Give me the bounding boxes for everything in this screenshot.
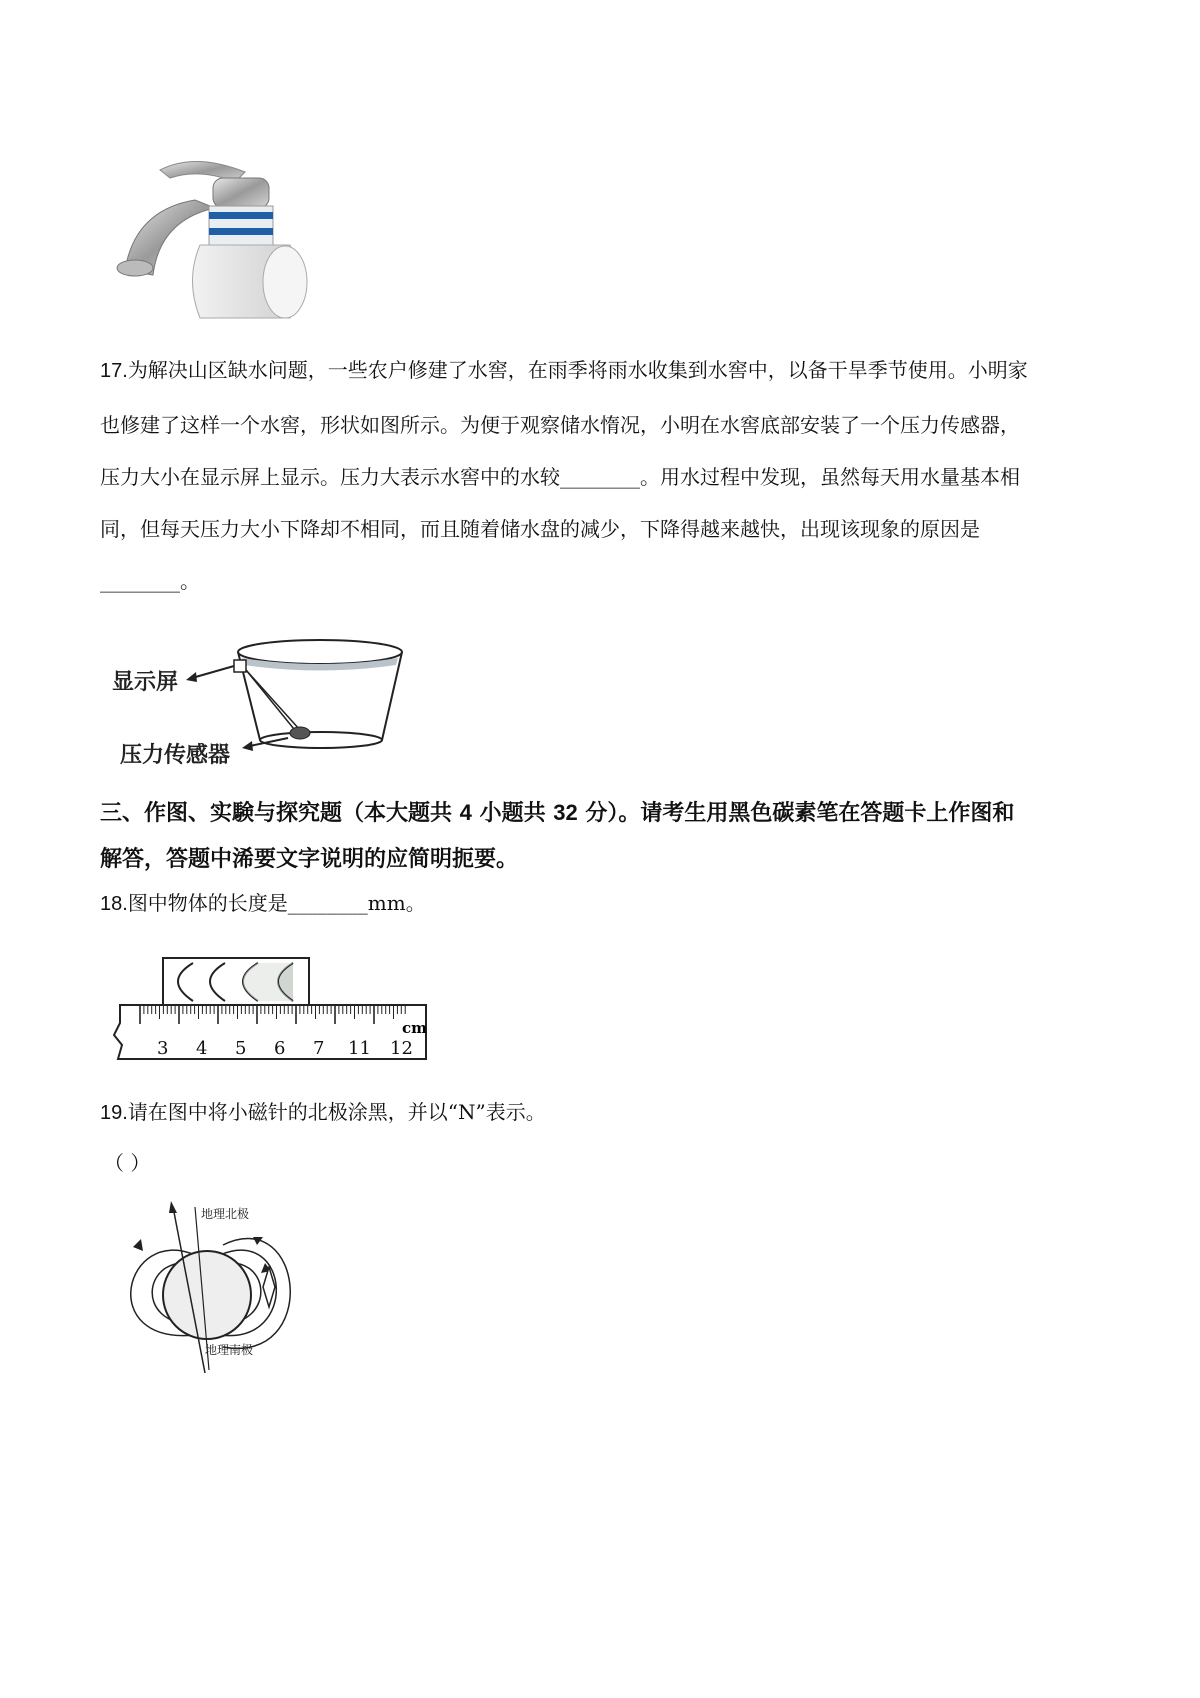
section3-heading-line-1: 三、作图、实験与探究题（本大题共 4 小题共 32 分）。请考生用黑色碳素笔在答题卡上作图和 xyxy=(100,800,1015,826)
faucet-figure xyxy=(105,150,315,330)
q18-number: 18. xyxy=(100,893,128,915)
q17-line-2: 也修建了这样一个水窖，形状如图所示。为便于观察储水惰况，小明在水窖底部安装了一个压力传感器， xyxy=(100,413,1020,437)
tick-label-5: 5 xyxy=(235,1038,247,1059)
q17-line-5: ________。 xyxy=(100,569,200,593)
tick-label-6: 6 xyxy=(274,1038,286,1059)
q17-line-1: 17.为解决山区缺水问题，一些农户修建了水窖，在雨季将雨水收集到水窖中，以备干旱季节使用。小明家 xyxy=(100,358,1028,382)
section3-heading-line-2: 解答，答题中浠要文字说明的应简明扼要。 xyxy=(100,846,519,872)
q19-answer-blank: （ ） xyxy=(104,1151,151,1175)
earth-magnetic-field-figure xyxy=(105,1195,305,1380)
earth-circle xyxy=(163,1251,251,1339)
water-cellar-figure xyxy=(100,630,430,780)
geographic-south-label: 地理南极 xyxy=(205,1343,254,1357)
tick-label-11: 11 xyxy=(348,1038,371,1059)
q19-text: 19.请在图中将小磁针的北极涂黑，并以“N”表示。 xyxy=(100,1100,546,1124)
pressure-sensor-label: 压力传感器 xyxy=(120,743,231,768)
q17-number: 17. xyxy=(100,360,128,382)
tick-label-12: 12 xyxy=(390,1038,413,1059)
geographic-north-label: 地理北极 xyxy=(201,1207,250,1221)
tick-label-7: 7 xyxy=(313,1038,325,1059)
ruler-unit: cm xyxy=(402,1019,428,1037)
q17-line-3: 压力大小在显示屏上显示。压力大表示水窖中的水较________。用水过程中发现，虽然每天用水量基本相 xyxy=(100,465,1020,489)
ruler-figure xyxy=(108,955,433,1065)
tick-label-3: 3 xyxy=(157,1038,169,1059)
q17-line-4: 同，但每天压力大小下降却不相同，而且随着储水盘的减少，下降得越来越快，出现该现象的原因是 xyxy=(100,517,980,541)
tick-label-4: 4 xyxy=(196,1038,208,1059)
q18-text: 18.图中物体的长度是________mm。 xyxy=(100,891,426,915)
q19-number: 19. xyxy=(100,1102,128,1124)
display-screen-label: 显示屏 xyxy=(112,670,179,695)
